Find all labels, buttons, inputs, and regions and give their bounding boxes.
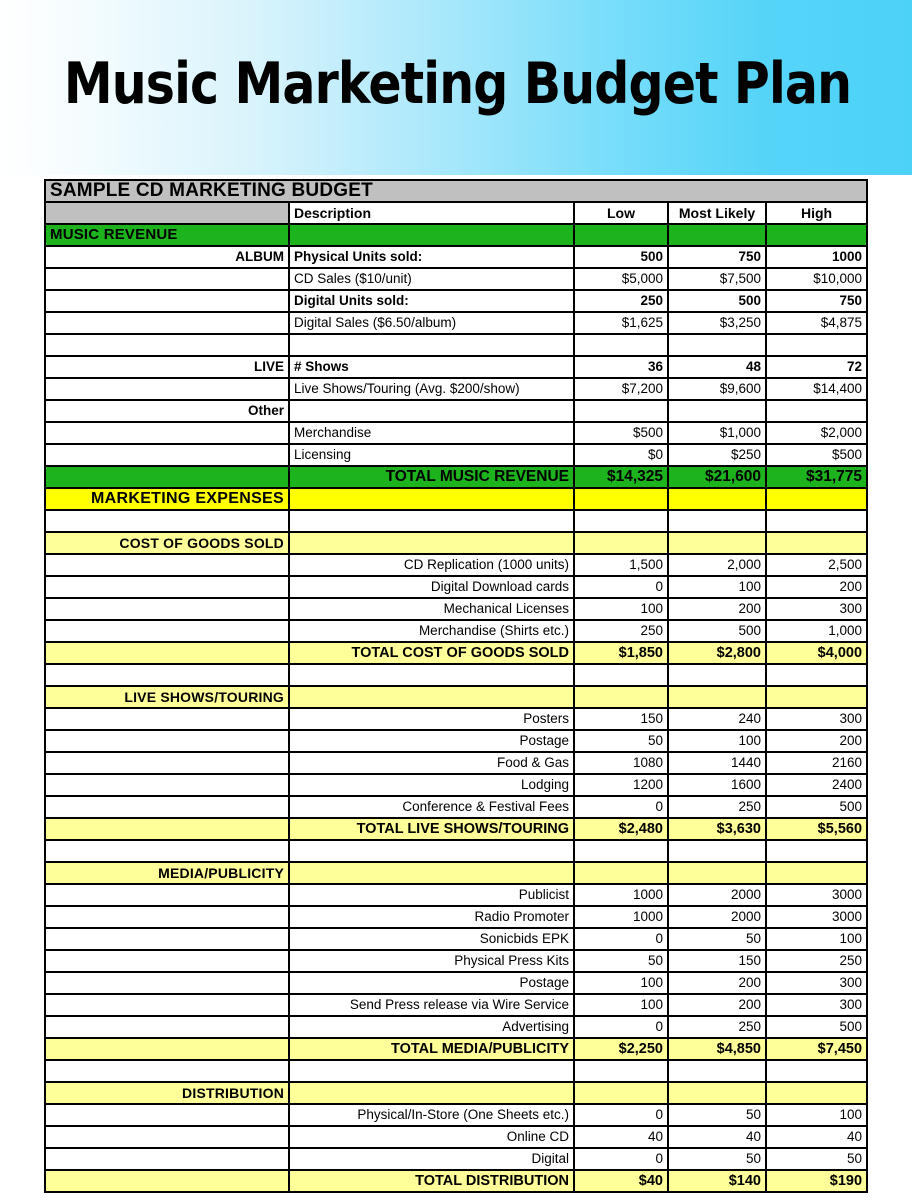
row-value-most-likely: 200 bbox=[668, 994, 766, 1016]
total-value-most-likely: $140 bbox=[668, 1170, 766, 1192]
revenue-row bbox=[45, 378, 867, 400]
expense-row bbox=[45, 598, 867, 620]
total-label-music-revenue: TOTAL MUSIC REVENUE bbox=[289, 466, 574, 488]
subsection-header-distribution bbox=[45, 1082, 867, 1104]
spacer-cell bbox=[574, 510, 668, 532]
subsection-fill bbox=[289, 686, 574, 708]
section-fill bbox=[289, 488, 574, 510]
expense-row bbox=[45, 928, 867, 950]
expense-row bbox=[45, 554, 867, 576]
row-value-most-likely: $9,600 bbox=[668, 378, 766, 400]
row-category bbox=[45, 290, 289, 312]
subsection-fill bbox=[668, 532, 766, 554]
row-value-most-likely: 50 bbox=[668, 1104, 766, 1126]
revenue-row bbox=[45, 400, 867, 422]
section-fill bbox=[668, 224, 766, 246]
spacer-cell bbox=[45, 510, 289, 532]
section-label-marketing-expenses: MARKETING EXPENSES bbox=[45, 488, 289, 510]
row-value-low bbox=[574, 334, 668, 356]
row-value-high: 500 bbox=[766, 1016, 867, 1038]
row-value-low: 50 bbox=[574, 730, 668, 752]
total-value-high: $5,560 bbox=[766, 818, 867, 840]
row-value-most-likely: 40 bbox=[668, 1126, 766, 1148]
row-category bbox=[45, 972, 289, 994]
row-category bbox=[45, 994, 289, 1016]
total-label-media-publicity: TOTAL MEDIA/PUBLICITY bbox=[289, 1038, 574, 1060]
row-value-low: $5,000 bbox=[574, 268, 668, 290]
expense-row bbox=[45, 796, 867, 818]
expense-row bbox=[45, 884, 867, 906]
row-value-low: $1,625 bbox=[574, 312, 668, 334]
row-value-high: 2400 bbox=[766, 774, 867, 796]
row-value-high bbox=[766, 334, 867, 356]
total-value-low: $2,250 bbox=[574, 1038, 668, 1060]
row-category bbox=[45, 708, 289, 730]
row-value-low: 1080 bbox=[574, 752, 668, 774]
total-fill bbox=[45, 642, 289, 664]
row-value-most-likely: 750 bbox=[668, 246, 766, 268]
subsection-label-media-publicity: MEDIA/PUBLICITY bbox=[45, 862, 289, 884]
total-fill bbox=[45, 1170, 289, 1192]
row-description: Posters bbox=[289, 708, 574, 730]
row-category bbox=[45, 334, 289, 356]
row-value-most-likely: 100 bbox=[668, 576, 766, 598]
budget-table bbox=[44, 179, 868, 1193]
row-category bbox=[45, 554, 289, 576]
row-value-high: $10,000 bbox=[766, 268, 867, 290]
row-value-most-likely: 100 bbox=[668, 730, 766, 752]
column-header-description: Description bbox=[289, 202, 574, 224]
row-description: Send Press release via Wire Service bbox=[289, 994, 574, 1016]
total-row-distribution bbox=[45, 1170, 867, 1192]
row-description: Lodging bbox=[289, 774, 574, 796]
row-category bbox=[45, 268, 289, 290]
row-value-high: 750 bbox=[766, 290, 867, 312]
revenue-row bbox=[45, 422, 867, 444]
spacer-cell bbox=[668, 510, 766, 532]
row-value-most-likely: 500 bbox=[668, 620, 766, 642]
row-description: # Shows bbox=[289, 356, 574, 378]
row-category: ALBUM bbox=[45, 246, 289, 268]
row-description: Physical/In-Store (One Sheets etc.) bbox=[289, 1104, 574, 1126]
row-value-most-likely: 50 bbox=[668, 1148, 766, 1170]
row-value-high: 2160 bbox=[766, 752, 867, 774]
row-value-high: 50 bbox=[766, 1148, 867, 1170]
row-description: Digital Sales ($6.50/album) bbox=[289, 312, 574, 334]
row-description: Physical Press Kits bbox=[289, 950, 574, 972]
revenue-row bbox=[45, 312, 867, 334]
spacer-cell bbox=[766, 1060, 867, 1082]
spacer-cell bbox=[766, 664, 867, 686]
row-value-low: 0 bbox=[574, 576, 668, 598]
section-fill bbox=[574, 224, 668, 246]
total-fill bbox=[45, 466, 289, 488]
subsection-fill bbox=[289, 1082, 574, 1104]
spacer-cell bbox=[289, 510, 574, 532]
subsection-fill bbox=[574, 532, 668, 554]
row-value-most-likely: 200 bbox=[668, 972, 766, 994]
row-description: Physical Units sold: bbox=[289, 246, 574, 268]
expense-row bbox=[45, 1126, 867, 1148]
subsection-fill bbox=[668, 686, 766, 708]
spacer-row bbox=[45, 840, 867, 862]
subsection-label-live-shows-touring: LIVE SHOWS/TOURING bbox=[45, 686, 289, 708]
column-header-low: Low bbox=[574, 202, 668, 224]
total-value-most-likely: $21,600 bbox=[668, 466, 766, 488]
row-category bbox=[45, 1126, 289, 1148]
row-value-most-likely: $250 bbox=[668, 444, 766, 466]
row-description bbox=[289, 400, 574, 422]
row-value-most-likely: 2000 bbox=[668, 884, 766, 906]
row-value-high: 2,500 bbox=[766, 554, 867, 576]
spacer-cell bbox=[574, 1060, 668, 1082]
spacer-cell bbox=[668, 840, 766, 862]
row-category bbox=[45, 576, 289, 598]
revenue-row bbox=[45, 334, 867, 356]
row-value-high: $2,000 bbox=[766, 422, 867, 444]
subsection-fill bbox=[574, 1082, 668, 1104]
row-value-high: $4,875 bbox=[766, 312, 867, 334]
column-header-high: High bbox=[766, 202, 867, 224]
row-description: Mechanical Licenses bbox=[289, 598, 574, 620]
total-value-high: $31,775 bbox=[766, 466, 867, 488]
total-value-most-likely: $4,850 bbox=[668, 1038, 766, 1060]
spacer-cell bbox=[668, 1060, 766, 1082]
section-fill bbox=[574, 488, 668, 510]
subsection-fill bbox=[289, 862, 574, 884]
section-fill bbox=[668, 488, 766, 510]
row-description: Radio Promoter bbox=[289, 906, 574, 928]
row-value-low: $500 bbox=[574, 422, 668, 444]
revenue-row bbox=[45, 444, 867, 466]
row-value-high: 1000 bbox=[766, 246, 867, 268]
subsection-label-cost-of-goods-sold: COST OF GOODS SOLD bbox=[45, 532, 289, 554]
row-description bbox=[289, 334, 574, 356]
row-category bbox=[45, 906, 289, 928]
row-value-low: 40 bbox=[574, 1126, 668, 1148]
total-value-high: $190 bbox=[766, 1170, 867, 1192]
row-value-most-likely: $7,500 bbox=[668, 268, 766, 290]
row-category: LIVE bbox=[45, 356, 289, 378]
expense-row bbox=[45, 1104, 867, 1126]
row-category bbox=[45, 730, 289, 752]
row-category bbox=[45, 1148, 289, 1170]
total-row-cost-of-goods-sold bbox=[45, 642, 867, 664]
row-description: Online CD bbox=[289, 1126, 574, 1148]
row-description: Food & Gas bbox=[289, 752, 574, 774]
total-value-most-likely: $3,630 bbox=[668, 818, 766, 840]
subsection-fill bbox=[574, 862, 668, 884]
subsection-fill bbox=[289, 532, 574, 554]
sheet-title-row bbox=[45, 180, 867, 202]
subsection-label-distribution: DISTRIBUTION bbox=[45, 1082, 289, 1104]
expense-row bbox=[45, 774, 867, 796]
row-value-high: $500 bbox=[766, 444, 867, 466]
subsection-fill bbox=[766, 862, 867, 884]
row-value-low: 1200 bbox=[574, 774, 668, 796]
row-category: Other bbox=[45, 400, 289, 422]
total-value-high: $4,000 bbox=[766, 642, 867, 664]
subsection-header-cost-of-goods-sold bbox=[45, 532, 867, 554]
row-description: Postage bbox=[289, 730, 574, 752]
total-value-low: $2,480 bbox=[574, 818, 668, 840]
row-value-most-likely: 48 bbox=[668, 356, 766, 378]
row-value-high: 300 bbox=[766, 708, 867, 730]
row-value-high: 100 bbox=[766, 1104, 867, 1126]
section-fill bbox=[766, 224, 867, 246]
section-fill bbox=[766, 488, 867, 510]
sheet-title: SAMPLE CD MARKETING BUDGET bbox=[45, 180, 867, 202]
spacer-row bbox=[45, 664, 867, 686]
revenue-row bbox=[45, 268, 867, 290]
total-label-cost-of-goods-sold: TOTAL COST OF GOODS SOLD bbox=[289, 642, 574, 664]
spacer-cell bbox=[574, 840, 668, 862]
row-value-low: 1000 bbox=[574, 906, 668, 928]
row-value-most-likely: 240 bbox=[668, 708, 766, 730]
expense-row bbox=[45, 1148, 867, 1170]
spacer-cell bbox=[289, 840, 574, 862]
row-value-most-likely: $3,250 bbox=[668, 312, 766, 334]
row-value-most-likely bbox=[668, 400, 766, 422]
row-category bbox=[45, 752, 289, 774]
row-category bbox=[45, 774, 289, 796]
row-value-high: 200 bbox=[766, 576, 867, 598]
column-header-row bbox=[45, 202, 867, 224]
row-description: CD Sales ($10/unit) bbox=[289, 268, 574, 290]
row-category bbox=[45, 378, 289, 400]
row-value-most-likely: 150 bbox=[668, 950, 766, 972]
title-banner bbox=[0, 0, 912, 175]
row-value-high: 300 bbox=[766, 994, 867, 1016]
row-category bbox=[45, 312, 289, 334]
expense-row bbox=[45, 972, 867, 994]
row-description: Conference & Festival Fees bbox=[289, 796, 574, 818]
row-description: Advertising bbox=[289, 1016, 574, 1038]
subsection-fill bbox=[574, 686, 668, 708]
total-value-high: $7,450 bbox=[766, 1038, 867, 1060]
total-value-low: $14,325 bbox=[574, 466, 668, 488]
row-category bbox=[45, 1016, 289, 1038]
total-row-media-publicity bbox=[45, 1038, 867, 1060]
row-value-high bbox=[766, 400, 867, 422]
expense-row bbox=[45, 752, 867, 774]
subsection-fill bbox=[766, 532, 867, 554]
row-value-high: 500 bbox=[766, 796, 867, 818]
row-value-high: $14,400 bbox=[766, 378, 867, 400]
revenue-row bbox=[45, 356, 867, 378]
expense-row bbox=[45, 576, 867, 598]
total-value-low: $1,850 bbox=[574, 642, 668, 664]
subsection-fill bbox=[766, 686, 867, 708]
row-description: Merchandise (Shirts etc.) bbox=[289, 620, 574, 642]
row-value-low bbox=[574, 400, 668, 422]
subsection-fill bbox=[668, 862, 766, 884]
spacer-cell bbox=[289, 664, 574, 686]
section-fill bbox=[289, 224, 574, 246]
row-value-low: 100 bbox=[574, 972, 668, 994]
row-value-low: 0 bbox=[574, 796, 668, 818]
total-fill bbox=[45, 1038, 289, 1060]
row-description: CD Replication (1000 units) bbox=[289, 554, 574, 576]
row-value-high: 300 bbox=[766, 598, 867, 620]
row-value-most-likely: 2000 bbox=[668, 906, 766, 928]
subsection-fill bbox=[766, 1082, 867, 1104]
row-category bbox=[45, 928, 289, 950]
subsection-header-media-publicity bbox=[45, 862, 867, 884]
column-header-most-likely: Most Likely bbox=[668, 202, 766, 224]
row-value-high: 300 bbox=[766, 972, 867, 994]
row-value-high: 200 bbox=[766, 730, 867, 752]
row-value-high: 250 bbox=[766, 950, 867, 972]
row-value-low: $0 bbox=[574, 444, 668, 466]
spacer-row bbox=[45, 1060, 867, 1082]
expense-row bbox=[45, 708, 867, 730]
spacer-cell bbox=[289, 1060, 574, 1082]
row-value-low: 36 bbox=[574, 356, 668, 378]
row-category bbox=[45, 796, 289, 818]
expense-row bbox=[45, 906, 867, 928]
row-value-most-likely: 50 bbox=[668, 928, 766, 950]
row-description: Publicist bbox=[289, 884, 574, 906]
expense-row bbox=[45, 620, 867, 642]
row-value-low: 250 bbox=[574, 290, 668, 312]
revenue-row bbox=[45, 246, 867, 268]
expense-row bbox=[45, 1016, 867, 1038]
row-value-low: 100 bbox=[574, 994, 668, 1016]
row-description: Digital bbox=[289, 1148, 574, 1170]
row-category bbox=[45, 444, 289, 466]
column-header-blank bbox=[45, 202, 289, 224]
revenue-row bbox=[45, 290, 867, 312]
total-label-live-shows-touring: TOTAL LIVE SHOWS/TOURING bbox=[289, 818, 574, 840]
row-value-high: 40 bbox=[766, 1126, 867, 1148]
row-category bbox=[45, 884, 289, 906]
row-description: Digital Units sold: bbox=[289, 290, 574, 312]
row-category bbox=[45, 598, 289, 620]
row-category bbox=[45, 620, 289, 642]
total-fill bbox=[45, 818, 289, 840]
row-value-low: $7,200 bbox=[574, 378, 668, 400]
page-title: Music Marketing Budget Plan bbox=[63, 51, 852, 117]
spacer-row bbox=[45, 510, 867, 532]
row-description: Licensing bbox=[289, 444, 574, 466]
row-value-high: 3000 bbox=[766, 906, 867, 928]
total-row-music-revenue bbox=[45, 466, 867, 488]
row-value-high: 72 bbox=[766, 356, 867, 378]
row-value-low: 250 bbox=[574, 620, 668, 642]
row-value-most-likely: 500 bbox=[668, 290, 766, 312]
total-label-distribution: TOTAL DISTRIBUTION bbox=[289, 1170, 574, 1192]
row-value-high: 3000 bbox=[766, 884, 867, 906]
spacer-cell bbox=[766, 840, 867, 862]
row-value-low: 0 bbox=[574, 1104, 668, 1126]
row-value-most-likely: 250 bbox=[668, 1016, 766, 1038]
row-category bbox=[45, 950, 289, 972]
row-value-low: 100 bbox=[574, 598, 668, 620]
row-value-low: 1000 bbox=[574, 884, 668, 906]
row-value-low: 0 bbox=[574, 1148, 668, 1170]
row-description: Sonicbids EPK bbox=[289, 928, 574, 950]
section-label-music-revenue: MUSIC REVENUE bbox=[45, 224, 289, 246]
expense-row bbox=[45, 994, 867, 1016]
row-value-low: 50 bbox=[574, 950, 668, 972]
row-category bbox=[45, 1104, 289, 1126]
row-value-high: 1,000 bbox=[766, 620, 867, 642]
row-value-most-likely: 250 bbox=[668, 796, 766, 818]
row-value-most-likely: 1440 bbox=[668, 752, 766, 774]
row-value-low: 500 bbox=[574, 246, 668, 268]
row-value-most-likely: $1,000 bbox=[668, 422, 766, 444]
section-header-music-revenue bbox=[45, 224, 867, 246]
row-value-low: 0 bbox=[574, 928, 668, 950]
row-description: Postage bbox=[289, 972, 574, 994]
row-description: Digital Download cards bbox=[289, 576, 574, 598]
row-value-low: 1,500 bbox=[574, 554, 668, 576]
spacer-cell bbox=[45, 664, 289, 686]
total-value-low: $40 bbox=[574, 1170, 668, 1192]
expense-row bbox=[45, 730, 867, 752]
row-description: Live Shows/Touring (Avg. $200/show) bbox=[289, 378, 574, 400]
spacer-cell bbox=[668, 664, 766, 686]
row-category bbox=[45, 422, 289, 444]
total-row-live-shows-touring bbox=[45, 818, 867, 840]
subsection-header-live-shows-touring bbox=[45, 686, 867, 708]
budget-spreadsheet bbox=[44, 179, 866, 1193]
row-value-most-likely bbox=[668, 334, 766, 356]
spacer-cell bbox=[45, 1060, 289, 1082]
spacer-cell bbox=[766, 510, 867, 532]
row-value-low: 150 bbox=[574, 708, 668, 730]
row-value-most-likely: 2,000 bbox=[668, 554, 766, 576]
row-value-high: 100 bbox=[766, 928, 867, 950]
spacer-cell bbox=[574, 664, 668, 686]
row-value-most-likely: 1600 bbox=[668, 774, 766, 796]
row-description: Merchandise bbox=[289, 422, 574, 444]
row-value-low: 0 bbox=[574, 1016, 668, 1038]
expense-row bbox=[45, 950, 867, 972]
total-value-most-likely: $2,800 bbox=[668, 642, 766, 664]
spacer-cell bbox=[45, 840, 289, 862]
subsection-fill bbox=[668, 1082, 766, 1104]
row-value-most-likely: 200 bbox=[668, 598, 766, 620]
section-header-marketing-expenses bbox=[45, 488, 867, 510]
